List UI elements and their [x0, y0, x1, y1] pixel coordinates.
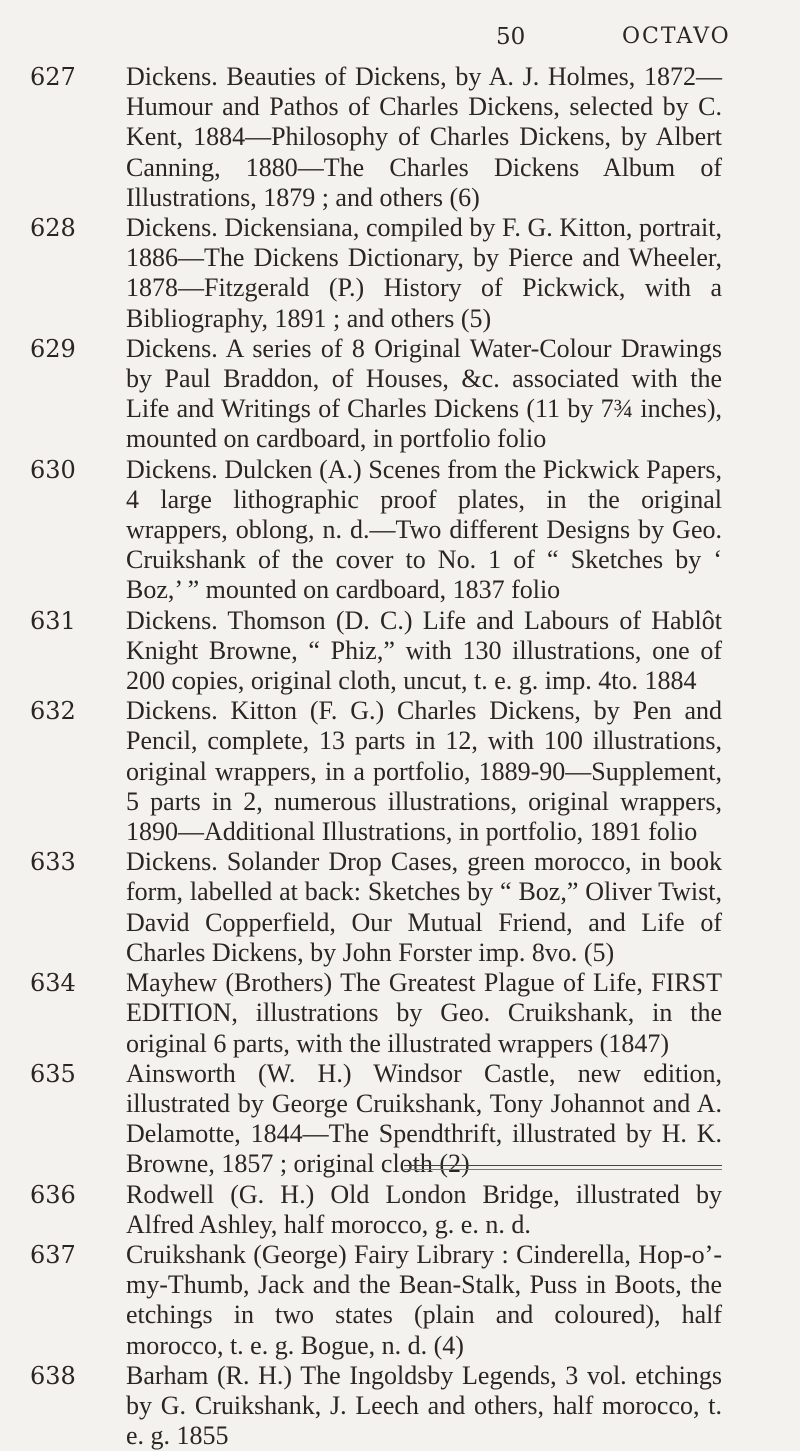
closing-rule-double: [404, 1169, 722, 1170]
lot-number: 631: [30, 606, 76, 635]
catalogue-entry: [0, 213, 800, 334]
lot-number: 634: [30, 969, 76, 998]
catalogue-entry: [0, 696, 800, 847]
entry-description: Dickens. Thomson (D. C.) Life and Labours of Hablôt Knight Browne, “ Phiz,” with 130 illustrations, one of 200 copies, original cloth, uncut, t. e. g. imp. 4to. 1884: [126, 605, 722, 696]
catalogue-entries: [0, 62, 800, 1451]
entry-description: Dickens. Beauties of Dickens, by A. J. Holmes, 1872—Humour and Pathos of Charles Dickens, selected by C. Kent, 1884—Philosophy of Charles Dickens, by Albert Canning, 1880—The Charles Dickens Album of Illustrations, 1879 ; and others (6): [126, 62, 722, 212]
lot-number: 628: [30, 214, 76, 243]
lot-number: 637: [30, 1240, 76, 1269]
lot-number: 629: [30, 334, 76, 363]
catalogue-entry: [0, 334, 800, 455]
catalogue-entry: [0, 1059, 800, 1180]
entry-description: Dickens. Dickensiana, compiled by F. G. Kitton, portrait, 1886—The Dickens Dictionary, by Pierce and Wheeler, 1878—Fitzgerald (P.) History of Pickwick, with a Bibliography, 1891 ; and others (5): [126, 213, 722, 333]
lot-number: 636: [30, 1180, 76, 1209]
section-title: OCTAVO: [622, 24, 731, 49]
closing-rule: [404, 1165, 722, 1166]
catalogue-entry: [0, 62, 800, 213]
page-header: [0, 24, 800, 54]
page-number: 50: [496, 24, 526, 50]
entry-description: Dickens. Solander Drop Cases, green morocco, in book form, labelled at back: Sketches by “ Boz,” Oliver Twist, David Copperfield, Our Mutual Friend, and Life of Charles Dickens, by John Forster imp. 8vo. (5): [126, 847, 722, 967]
entry-description: Ainsworth (W. H.) Windsor Castle, new edition, illustrated by George Cruikshank, Tony Johannot and A. Delamotte, 1844—The Spendthrift, illustrated by H. K. Browne, 1857 ; original cloth (2): [126, 1058, 722, 1179]
lot-number: 627: [30, 63, 76, 91]
entry-description: Rodwell (G. H.) Old London Bridge, illustrated by Alfred Ashley, half morocco, g. e. n. d.: [126, 1179, 722, 1239]
catalogue-entry: [0, 1240, 800, 1361]
entry-description: Barham (R. H.) The Ingoldsby Legends, 3 vol. etchings by G. Cruikshank, J. Leech and others, half morocco, t. e. g. 1855: [126, 1360, 722, 1451]
catalogue-entry: [0, 1180, 800, 1240]
lot-number: 632: [30, 697, 76, 726]
lot-number: 635: [30, 1059, 76, 1088]
entry-description: Cruikshank (George) Fairy Library : Cinderella, Hop-o’-my-Thumb, Jack and the Bean-Stalk, Puss in Boots, the etchings in two states (plain and coloured), half morocco, t. e. g. Bogue, n. d. (4): [126, 1239, 722, 1360]
catalogue-entry: [0, 1361, 800, 1451]
lot-number: 638: [30, 1361, 76, 1390]
catalogue-entry: [0, 606, 800, 697]
entry-description: Dickens. Kitton (F. G.) Charles Dickens, by Pen and Pencil, complete, 13 parts in 12, with 100 illustrations, original wrappers, in a portfolio, 1889-90—Supplement, 5 parts in 2, numerous illustrations, original wrappers, 1890—Additional Illustrations, in portfolio, 1891 folio: [126, 696, 722, 847]
lot-number: 633: [30, 848, 76, 877]
catalogue-entry: [0, 847, 800, 968]
entry-description: Dickens. A series of 8 Original Water-Colour Drawings by Paul Braddon, of Houses, &c. associated with the Life and Writings of Charles Dickens (11 by 7¾ inches), mounted on cardboard, in portfolio folio: [126, 333, 722, 454]
lot-number: 630: [30, 455, 76, 484]
entry-description: Mayhew (Brothers) The Greatest Plague of Life, FIRST EDITION, illustrations by Geo. Cruikshank, in the original 6 parts, with the illustrated wrappers (1847): [126, 968, 722, 1058]
catalogue-entry: [0, 455, 800, 606]
catalogue-entry: [0, 968, 800, 1059]
entry-description: Dickens. Dulcken (A.) Scenes from the Pickwick Papers, 4 large lithographic proof plates, in the original wrappers, oblong, n. d.—Two different Designs by Geo. Cruikshank of the cover to No. 1 of “ Sketches by ‘ Boz,’ ” mounted on cardboard, 1837 folio: [126, 454, 722, 605]
